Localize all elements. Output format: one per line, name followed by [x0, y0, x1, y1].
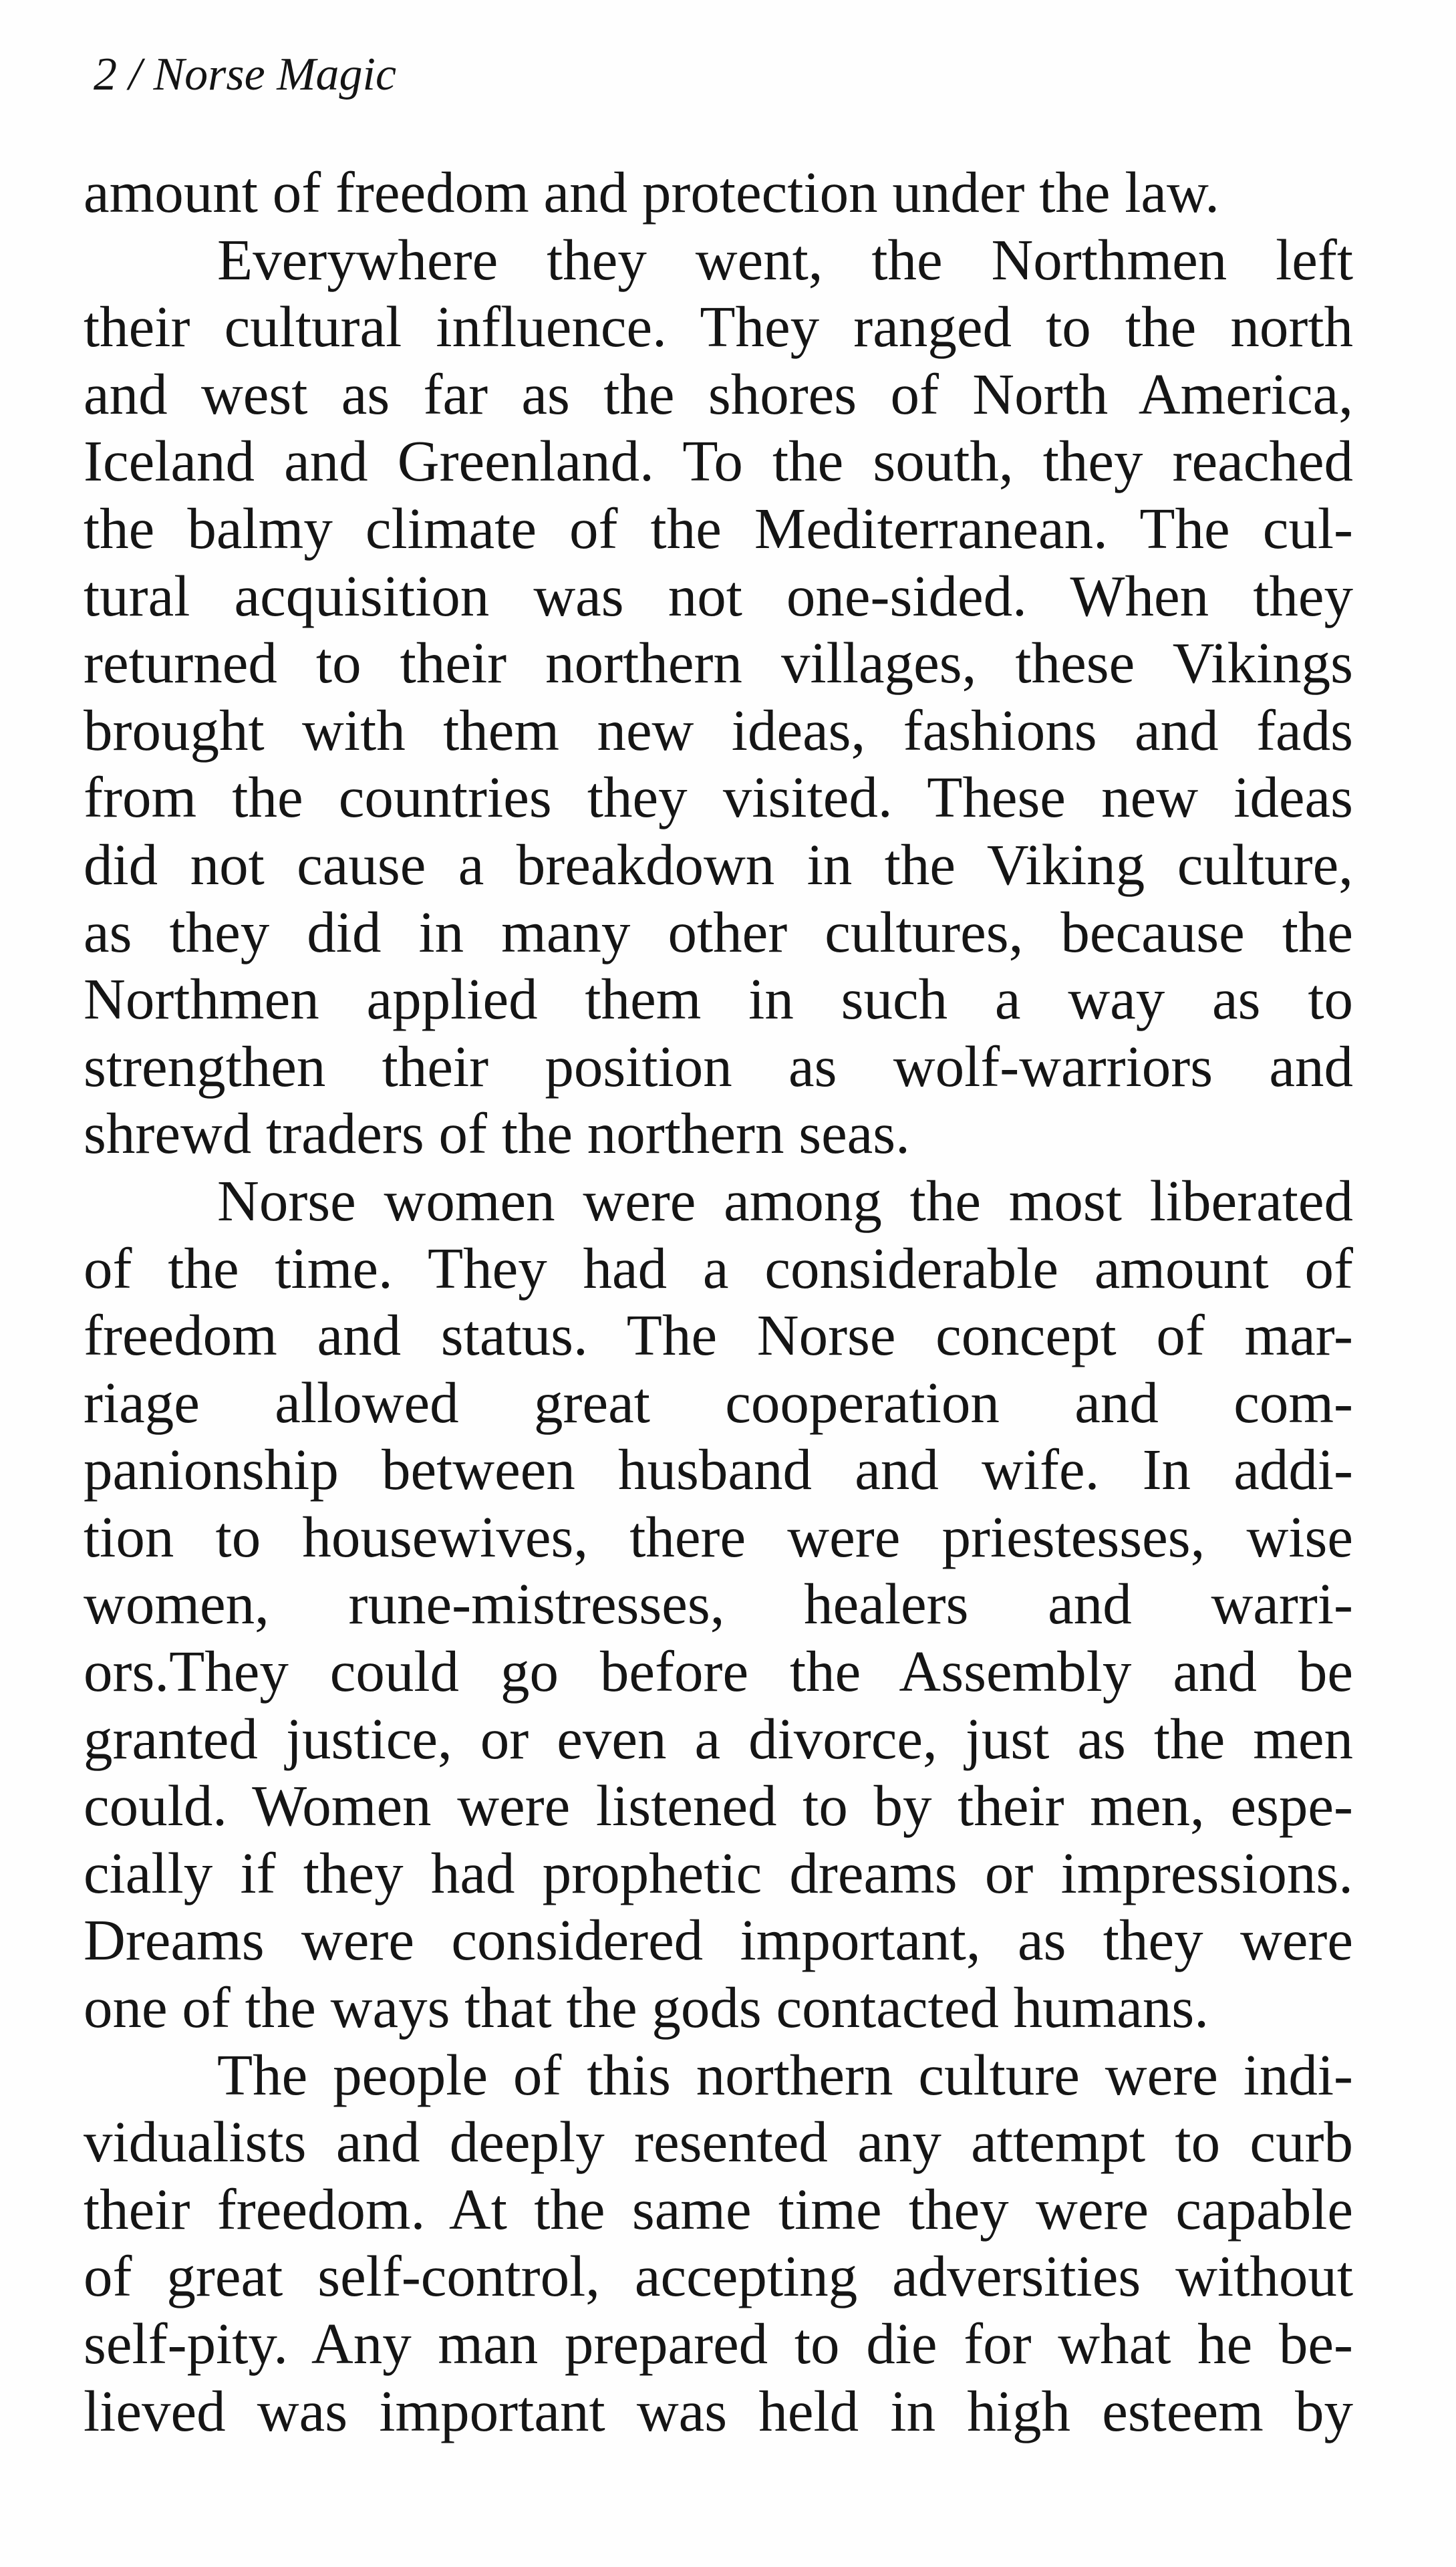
- text-line: as they did in many other cultures, because the: [84, 899, 1353, 964]
- text-line: from the countries they visited. These new ideas: [84, 765, 1353, 830]
- text-line: did not cause a breakdown in the Viking culture,: [84, 831, 1353, 897]
- text-line: Iceland and Greenland. To the south, they reached: [84, 428, 1353, 494]
- text-line: amount of freedom and protection under the law.: [84, 160, 1219, 225]
- text-line: tural acquisition was not one-sided. When they: [84, 563, 1353, 628]
- text-line: freedom and status. The Norse concept of mar-: [84, 1303, 1353, 1368]
- text-line: granted justice, or even a divorce, just as the men: [84, 1706, 1353, 1771]
- text-line: and west as far as the shores of North America,: [84, 361, 1353, 426]
- text-line: one of the ways that the gods contacted humans.: [84, 1975, 1209, 2040]
- text-line: shrewd traders of the northern seas.: [84, 1101, 910, 1166]
- text-line: vidualists and deeply resented any attempt to curb: [84, 2109, 1353, 2175]
- text-line: women, rune-mistresses, healers and warri-: [84, 1571, 1353, 1637]
- text-line: tion to housewives, there were priestesses, wise: [84, 1504, 1353, 1569]
- text-line: lieved was important was held in high esteem by: [84, 2378, 1353, 2443]
- page-number: 2: [94, 49, 117, 100]
- text-line: the balmy climate of the Mediterranean. The cul-: [84, 495, 1353, 561]
- body-text: [84, 159, 1353, 2445]
- running-head: [94, 41, 396, 108]
- running-head-separator: /: [128, 49, 142, 100]
- text-line: Norse women were among the most liberated: [217, 1168, 1353, 1233]
- text-line: returned to their northern villages, these Vikings: [84, 630, 1353, 696]
- text-line: Northmen applied them in such a way as to: [84, 966, 1353, 1032]
- text-line: of great self-control, accepting adversities without: [84, 2244, 1353, 2309]
- text-line: self-pity. Any man prepared to die for what he be-: [84, 2311, 1353, 2376]
- book-title: Norse Magic: [153, 49, 397, 100]
- text-line: of the time. They had a considerable amount of: [84, 1235, 1353, 1301]
- text-line: Dreams were considered important, as they were: [84, 1907, 1353, 1973]
- text-line: their cultural influence. They ranged to the north: [84, 294, 1353, 360]
- text-line: Everywhere they went, the Northmen left: [217, 227, 1353, 292]
- text-line: brought with them new ideas, fashions and fads: [84, 697, 1353, 763]
- text-line: The people of this northern culture were indi-: [217, 2042, 1353, 2107]
- text-line: their freedom. At the same time they were capable: [84, 2176, 1353, 2242]
- text-line: panionship between husband and wife. In addi-: [84, 1437, 1353, 1502]
- text-line: cially if they had prophetic dreams or impressions.: [84, 1840, 1353, 1905]
- text-line: riage allowed great cooperation and com-: [84, 1369, 1353, 1435]
- text-line: could. Women were listened to by their men, espe-: [84, 1773, 1353, 1839]
- text-line: ors.They could go before the Assembly and be: [84, 1639, 1353, 1704]
- text-line: strengthen their position as wolf-warriors and: [84, 1033, 1353, 1099]
